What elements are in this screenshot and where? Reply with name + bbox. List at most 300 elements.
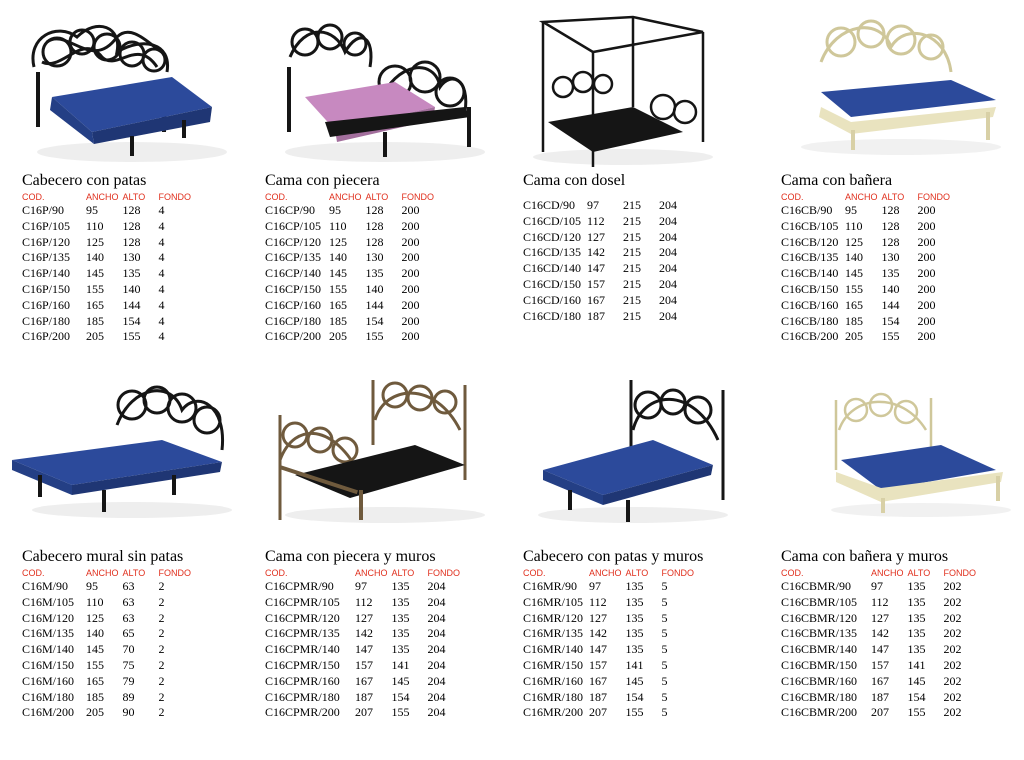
bed-image	[523, 12, 763, 172]
height-cell: 155	[625, 705, 644, 720]
code-cell: C16CPMR/150	[265, 657, 340, 672]
width-cell: 97	[355, 579, 367, 593]
table-row	[22, 235, 195, 251]
code-cell: C16CB/160	[781, 297, 839, 312]
col-alto: ALTO	[365, 192, 389, 202]
width-cell: 167	[589, 673, 608, 688]
width-cell: 155	[329, 281, 347, 296]
height-cell: 135	[391, 610, 410, 625]
height-cell: 141	[391, 657, 410, 672]
width-cell: 125	[845, 234, 863, 249]
height-cell: 141	[625, 657, 644, 672]
code-cell: C16CBMR/120	[781, 610, 858, 625]
table-row	[781, 203, 954, 219]
width-cell: 205	[845, 329, 863, 344]
code-cell: C16CPMR/200	[265, 705, 340, 720]
table-row	[781, 611, 980, 627]
code-cell: C16CP/150	[265, 281, 322, 296]
code-cell: C16P/150	[22, 281, 71, 296]
col-cod: COD.	[22, 192, 45, 202]
depth-cell: 200	[917, 313, 936, 328]
depth-cell: 5	[661, 689, 668, 704]
width-cell: 187	[355, 689, 373, 704]
height-cell: 144	[881, 297, 900, 312]
table-row	[265, 282, 438, 298]
product-cama-con-dosel	[523, 12, 763, 324]
depth-cell: 200	[401, 297, 420, 312]
depth-cell: 4	[158, 281, 165, 296]
code-cell: C16MR/90	[523, 579, 578, 593]
table-row	[265, 690, 464, 706]
product-cama-con-banera	[781, 12, 1021, 345]
height-cell: 145	[391, 673, 410, 688]
table-row	[781, 595, 980, 611]
width-cell: 127	[587, 229, 606, 244]
width-cell: 145	[86, 266, 104, 281]
height-cell: 128	[365, 234, 384, 249]
depth-cell: 4	[158, 313, 165, 328]
code-cell: C16CD/120	[523, 229, 582, 244]
table-row	[523, 705, 698, 721]
height-cell: 154	[122, 313, 141, 328]
height-cell: 130	[881, 250, 900, 265]
table-row	[22, 705, 195, 721]
width-cell: 112	[589, 594, 607, 609]
col-alto: ALTO	[122, 568, 146, 578]
bed-image	[781, 12, 1021, 172]
table-row	[265, 203, 438, 219]
depth-cell: 2	[158, 642, 165, 657]
code-cell: C16M/120	[22, 610, 75, 625]
table-row	[22, 314, 195, 330]
table-row	[265, 219, 438, 235]
depth-cell: 200	[917, 203, 936, 217]
depth-cell: 200	[401, 281, 420, 296]
height-cell: 155	[907, 705, 926, 720]
col-alto: ALTO	[907, 568, 931, 578]
height-cell: 135	[907, 642, 926, 657]
code-cell: C16P/140	[22, 266, 71, 281]
table-row	[781, 282, 954, 298]
width-cell: 145	[86, 642, 104, 657]
depth-cell: 202	[943, 579, 962, 593]
product-cabecero-con-patas-y-muros	[523, 380, 763, 721]
spec-table	[265, 568, 464, 721]
depth-cell: 200	[401, 250, 420, 265]
product-title: Cabecero con patas	[22, 172, 147, 189]
height-cell: 145	[907, 673, 926, 688]
width-cell: 110	[86, 218, 104, 233]
table-row	[265, 250, 438, 266]
code-cell: C16MR/140	[523, 642, 584, 657]
table-row	[781, 329, 954, 345]
width-cell: 140	[86, 250, 104, 265]
width-cell: 145	[845, 266, 863, 281]
depth-cell: 204	[659, 261, 678, 276]
height-cell: 135	[365, 266, 384, 281]
depth-cell: 202	[943, 705, 962, 720]
depth-cell: 204	[427, 657, 446, 672]
width-cell: 142	[871, 626, 889, 641]
depth-cell: 5	[661, 673, 668, 688]
code-cell: C16CD/105	[523, 213, 582, 228]
table-row	[523, 611, 698, 627]
height-cell: 215	[623, 276, 642, 291]
height-cell: 128	[365, 218, 384, 233]
depth-cell: 204	[659, 213, 678, 228]
col-fondo: FONDO	[427, 568, 461, 578]
spec-table	[523, 568, 698, 721]
depth-cell: 5	[661, 626, 668, 641]
col-cod: COD.	[265, 568, 288, 578]
height-cell: 63	[122, 579, 135, 593]
width-cell: 110	[86, 594, 104, 609]
width-cell: 167	[355, 673, 373, 688]
table-row	[22, 626, 195, 642]
table-row	[523, 198, 683, 214]
product-cabecero-mural-sin-patas	[22, 380, 262, 721]
product-cama-con-piecera-y-muros	[265, 380, 505, 721]
width-cell: 167	[587, 292, 606, 307]
depth-cell: 204	[659, 198, 678, 212]
width-cell: 165	[329, 297, 347, 312]
depth-cell: 200	[401, 218, 420, 233]
table-row	[22, 298, 195, 314]
bed-image	[22, 12, 262, 172]
width-cell: 147	[589, 642, 608, 657]
height-cell: 135	[625, 642, 644, 657]
col-alto: ALTO	[625, 568, 649, 578]
col-ancho: ANCHO	[871, 568, 904, 578]
table-row	[265, 595, 464, 611]
width-cell: 165	[845, 297, 863, 312]
height-cell: 63	[122, 610, 135, 625]
table-row	[265, 705, 464, 721]
height-cell: 135	[122, 266, 141, 281]
col-alto: ALTO	[881, 192, 905, 202]
col-cod: COD.	[523, 568, 546, 578]
width-cell: 110	[845, 218, 863, 233]
code-cell: C16M/105	[22, 594, 75, 609]
col-alto: ALTO	[391, 568, 415, 578]
height-cell: 135	[907, 594, 926, 609]
code-cell: C16M/150	[22, 657, 75, 672]
code-cell: C16CBMR/150	[781, 657, 858, 672]
table-row	[523, 214, 683, 230]
width-cell: 97	[587, 198, 600, 212]
table-row	[523, 674, 698, 690]
code-cell: C16MR/180	[523, 689, 584, 704]
code-cell: C16CBMR/140	[781, 642, 858, 657]
code-cell: C16P/160	[22, 297, 71, 312]
height-cell: 154	[625, 689, 644, 704]
product-title: Cama con bañera	[781, 172, 893, 189]
bed-image	[781, 380, 1021, 540]
depth-cell: 4	[158, 266, 165, 281]
height-cell: 140	[365, 281, 384, 296]
width-cell: 95	[86, 579, 98, 593]
height-cell: 155	[365, 329, 384, 344]
table-row	[22, 658, 195, 674]
col-ancho: ANCHO	[355, 568, 388, 578]
width-cell: 207	[355, 705, 373, 720]
depth-cell: 2	[158, 579, 165, 593]
table-row	[523, 595, 698, 611]
table-row	[265, 314, 438, 330]
depth-cell: 4	[158, 203, 165, 217]
code-cell: C16CB/105	[781, 218, 839, 233]
code-cell: C16CD/180	[523, 308, 582, 323]
height-cell: 65	[122, 626, 135, 641]
width-cell: 95	[329, 203, 341, 217]
bed-image	[22, 380, 262, 540]
width-cell: 205	[329, 329, 347, 344]
depth-cell: 5	[661, 657, 668, 672]
spec-table	[781, 192, 954, 345]
table-row	[22, 674, 195, 690]
code-cell: C16P/200	[22, 329, 71, 344]
table-row	[265, 266, 438, 282]
col-fondo: FONDO	[943, 568, 977, 578]
table-row	[523, 230, 683, 246]
code-cell: C16MR/135	[523, 626, 584, 641]
width-cell: 165	[86, 673, 104, 688]
depth-cell: 202	[943, 610, 962, 625]
width-cell: 187	[589, 689, 608, 704]
code-cell: C16M/200	[22, 705, 75, 720]
width-cell: 140	[86, 626, 104, 641]
code-cell: C16CPMR/105	[265, 594, 340, 609]
height-cell: 135	[391, 579, 410, 593]
code-cell: C16M/140	[22, 642, 75, 657]
table-row	[523, 261, 683, 277]
height-cell: 135	[907, 610, 926, 625]
height-cell: 70	[122, 642, 135, 657]
code-cell: C16CP/180	[265, 313, 322, 328]
height-cell: 155	[391, 705, 410, 720]
code-cell: C16MR/160	[523, 673, 584, 688]
height-cell: 141	[907, 657, 926, 672]
col-fondo: FONDO	[158, 568, 192, 578]
code-cell: C16M/180	[22, 689, 75, 704]
depth-cell: 200	[917, 281, 936, 296]
table-row	[781, 642, 980, 658]
height-cell: 79	[122, 673, 135, 688]
product-title: Cabecero mural sin patas	[22, 548, 184, 565]
table-row	[523, 245, 683, 261]
height-cell: 128	[365, 203, 384, 217]
depth-cell: 202	[943, 626, 962, 641]
col-ancho: ANCHO	[86, 568, 119, 578]
depth-cell: 200	[917, 218, 936, 233]
product-title: Cama con bañera y muros	[781, 548, 949, 565]
height-cell: 89	[122, 689, 135, 704]
depth-cell: 200	[401, 266, 420, 281]
depth-cell: 5	[661, 642, 668, 657]
table-row	[781, 626, 980, 642]
table-row	[523, 309, 683, 325]
depth-cell: 5	[661, 705, 668, 720]
spec-table	[781, 568, 980, 721]
table-row	[781, 314, 954, 330]
width-cell: 207	[871, 705, 889, 720]
code-cell: C16CBMR/180	[781, 689, 858, 704]
height-cell: 155	[122, 329, 141, 344]
width-cell: 140	[329, 250, 347, 265]
height-cell: 154	[365, 313, 384, 328]
width-cell: 157	[355, 657, 373, 672]
code-cell: C16CB/150	[781, 281, 839, 296]
depth-cell: 2	[158, 705, 165, 720]
code-cell: C16CP/140	[265, 266, 322, 281]
height-cell: 145	[625, 673, 644, 688]
height-cell: 215	[623, 308, 642, 323]
width-cell: 185	[845, 313, 863, 328]
width-cell: 142	[589, 626, 608, 641]
height-cell: 128	[881, 218, 900, 233]
code-cell: C16CP/160	[265, 297, 322, 312]
table-row	[781, 705, 980, 721]
width-cell: 142	[587, 245, 606, 260]
width-cell: 155	[86, 657, 104, 672]
code-cell: C16CP/120	[265, 234, 322, 249]
width-cell: 95	[845, 203, 857, 217]
depth-cell: 2	[158, 657, 165, 672]
height-cell: 154	[907, 689, 926, 704]
table-row	[265, 626, 464, 642]
depth-cell: 200	[917, 266, 936, 281]
code-cell: C16CPMR/180	[265, 689, 340, 704]
table-row	[22, 266, 195, 282]
depth-cell: 200	[917, 329, 936, 344]
code-cell: C16CP/200	[265, 329, 322, 344]
code-cell: C16P/90	[22, 203, 65, 217]
width-cell: 95	[86, 203, 98, 217]
width-cell: 207	[589, 705, 608, 720]
code-cell: C16CB/135	[781, 250, 839, 265]
col-fondo: FONDO	[661, 568, 695, 578]
col-fondo: FONDO	[158, 192, 192, 202]
table-row	[781, 690, 980, 706]
width-cell: 157	[587, 276, 606, 291]
height-cell: 75	[122, 657, 135, 672]
col-ancho: ANCHO	[329, 192, 362, 202]
depth-cell: 2	[158, 673, 165, 688]
height-cell: 135	[391, 626, 410, 641]
depth-cell: 204	[659, 292, 678, 307]
table-row	[22, 203, 195, 219]
height-cell: 215	[623, 213, 642, 228]
table-row	[22, 282, 195, 298]
table-row	[265, 611, 464, 627]
depth-cell: 200	[917, 234, 936, 249]
depth-cell: 202	[943, 657, 962, 672]
width-cell: 147	[355, 642, 373, 657]
width-cell: 112	[587, 213, 605, 228]
height-cell: 135	[907, 579, 926, 593]
depth-cell: 2	[158, 626, 165, 641]
table-row	[22, 579, 195, 595]
depth-cell: 2	[158, 689, 165, 704]
code-cell: C16CD/135	[523, 245, 582, 260]
depth-cell: 200	[401, 203, 420, 217]
depth-cell: 200	[917, 297, 936, 312]
height-cell: 215	[623, 261, 642, 276]
depth-cell: 5	[661, 579, 668, 593]
height-cell: 140	[881, 281, 900, 296]
depth-cell: 4	[158, 218, 165, 233]
code-cell: C16CB/140	[781, 266, 839, 281]
depth-cell: 204	[427, 626, 446, 641]
height-cell: 63	[122, 594, 135, 609]
depth-cell: 200	[401, 234, 420, 249]
table-row	[22, 611, 195, 627]
bed-image	[265, 380, 505, 540]
spec-table	[265, 192, 438, 345]
width-cell: 97	[871, 579, 883, 593]
width-cell: 140	[845, 250, 863, 265]
table-row	[523, 658, 698, 674]
depth-cell: 5	[661, 610, 668, 625]
code-cell: C16CBMR/105	[781, 594, 858, 609]
product-title: Cama con piecera	[265, 172, 380, 189]
height-cell: 135	[625, 610, 644, 625]
width-cell: 167	[871, 673, 889, 688]
table-row	[265, 642, 464, 658]
code-cell: C16CD/90	[523, 198, 576, 212]
spec-table	[22, 568, 195, 721]
table-row	[523, 626, 698, 642]
table-row	[265, 579, 464, 595]
product-title: Cama con piecera y muros	[265, 548, 436, 565]
table-row	[22, 329, 195, 345]
code-cell: C16CBMR/160	[781, 673, 858, 688]
code-cell: C16CPMR/160	[265, 673, 340, 688]
table-row	[523, 690, 698, 706]
height-cell: 215	[623, 229, 642, 244]
col-cod: COD.	[265, 192, 288, 202]
depth-cell: 2	[158, 610, 165, 625]
table-row	[22, 642, 195, 658]
table-row	[22, 219, 195, 235]
width-cell: 155	[86, 281, 104, 296]
col-ancho: ANCHO	[86, 192, 119, 202]
code-cell: C16CB/120	[781, 234, 839, 249]
height-cell: 130	[365, 250, 384, 265]
code-cell: C16CD/150	[523, 276, 582, 291]
depth-cell: 204	[427, 642, 446, 657]
col-cod: COD.	[781, 192, 804, 202]
height-cell: 140	[122, 281, 141, 296]
height-cell: 128	[881, 203, 900, 217]
height-cell: 128	[122, 234, 141, 249]
height-cell: 215	[623, 245, 642, 260]
table-row	[781, 298, 954, 314]
width-cell: 187	[587, 308, 606, 323]
width-cell: 205	[86, 329, 104, 344]
depth-cell: 204	[659, 229, 678, 244]
height-cell: 135	[625, 626, 644, 641]
width-cell: 157	[871, 657, 889, 672]
height-cell: 135	[907, 626, 926, 641]
depth-cell: 204	[427, 705, 446, 720]
col-fondo: FONDO	[401, 192, 435, 202]
height-cell: 155	[881, 329, 900, 344]
product-cama-con-banera-y-muros	[781, 380, 1021, 721]
table-row	[265, 235, 438, 251]
product-title: Cabecero con patas y muros	[523, 548, 704, 565]
height-cell: 90	[122, 705, 135, 720]
